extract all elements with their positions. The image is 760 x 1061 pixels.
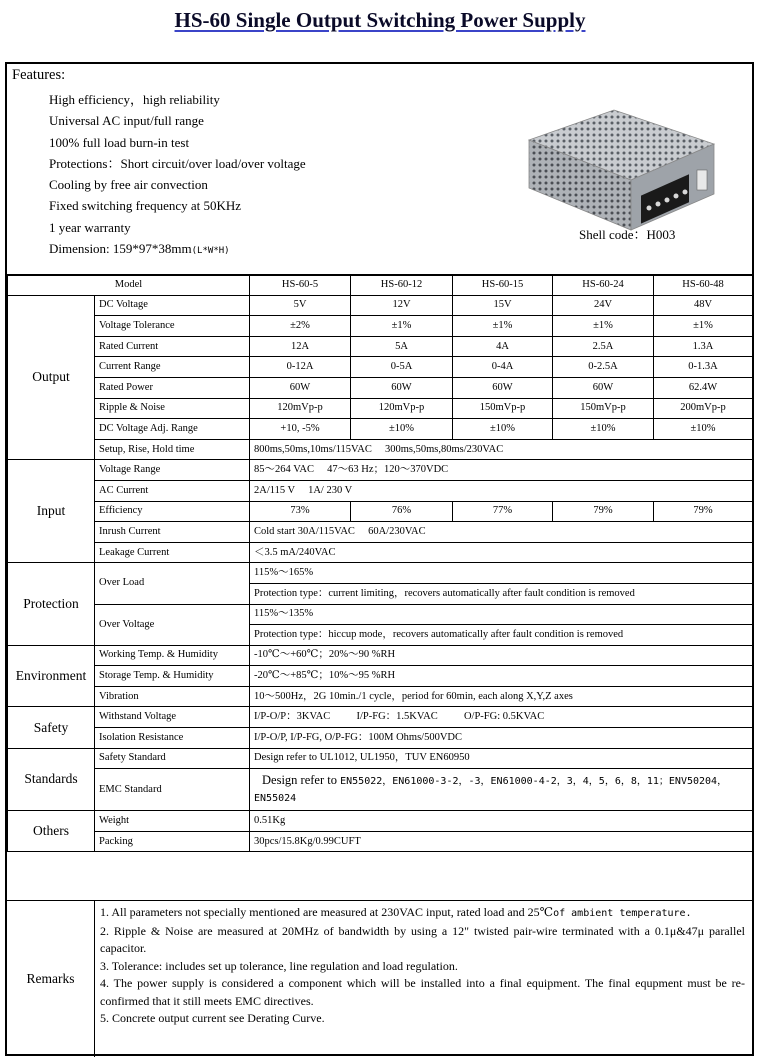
table-cell: 60W xyxy=(553,377,654,398)
table-cell: 73% xyxy=(250,501,351,522)
row-label: Isolation Resistance xyxy=(95,728,250,749)
table-row xyxy=(8,769,753,811)
table-cell: 62.4W xyxy=(654,377,753,398)
table-cell: 115%～165% xyxy=(250,563,753,584)
row-label: Over Load xyxy=(95,563,250,604)
table-cell: ±1% xyxy=(654,316,753,337)
table-cell: 150mVp-p xyxy=(553,398,654,419)
table-row xyxy=(8,295,753,316)
row-label: Leakage Current xyxy=(95,542,250,563)
row-label: Voltage Range xyxy=(95,460,250,481)
table-cell: ±10% xyxy=(453,419,553,440)
table-cell: 0-5A xyxy=(351,357,453,378)
feature-item: Fixed switching frequency at 50KHz xyxy=(49,198,242,214)
table-cell: ±1% xyxy=(453,316,553,337)
model-cell: HS-60-24 xyxy=(553,275,654,296)
table-row-model xyxy=(8,275,753,296)
row-label: Inrush Current xyxy=(95,522,250,543)
table-row xyxy=(8,666,753,687)
table-cell: Protection type：hiccup mode，recovers automatically after fault condition is removed xyxy=(250,625,753,646)
table-row xyxy=(8,357,753,378)
group-label-others: Others xyxy=(8,811,95,852)
features-heading: Features: xyxy=(12,67,66,83)
table-row xyxy=(8,542,753,563)
row-label: Voltage Tolerance xyxy=(95,316,250,337)
table-cell: 5V xyxy=(250,295,351,316)
table-cell: ±1% xyxy=(553,316,654,337)
feature-item: High efficiency，high reliability xyxy=(49,92,220,107)
table-cell: 30pcs/15.8Kg/0.99CUFT xyxy=(250,831,753,852)
table-cell: ±2% xyxy=(250,316,351,337)
row-label: DC Voltage xyxy=(95,295,250,316)
table-cell: Protection type：current limiting，recovers automatically after fault condition is removed xyxy=(250,583,753,604)
row-label: Storage Temp. & Humidity xyxy=(95,666,250,687)
table-cell: 12A xyxy=(250,336,351,357)
row-label: Withstand Voltage xyxy=(95,707,250,728)
table-cell: -10℃～+60℃；20%～90 %RH xyxy=(250,645,753,666)
table-cell: 85～264 VAC 47～63 Hz；120～370VDC xyxy=(250,460,753,481)
group-label-protection: Protection xyxy=(8,563,95,645)
row-label: Rated Current xyxy=(95,336,250,357)
row-label: Ripple & Noise xyxy=(95,398,250,419)
row-label: Safety Standard xyxy=(95,748,250,769)
spec-sheet xyxy=(5,62,754,1056)
table-cell: 76% xyxy=(351,501,453,522)
table-cell: 1.3A xyxy=(654,336,753,357)
table-cell: ±1% xyxy=(351,316,453,337)
model-cell: HS-60-48 xyxy=(654,275,753,296)
table-cell: 24V xyxy=(553,295,654,316)
feature-item: 100% full load burn-in test xyxy=(49,134,190,150)
table-cell: Design refer to EN55022，EN61000-3-2，-3，EN61000-4-2，3，4，5，6，8，11；ENV50204，EN55024 xyxy=(250,769,753,811)
table-row xyxy=(8,686,753,707)
row-label: Efficiency xyxy=(95,501,250,522)
table-cell: ＜3.5 mA/240VAC xyxy=(250,542,753,563)
model-cell: HS-60-12 xyxy=(351,275,453,296)
table-cell: 5A xyxy=(351,336,453,357)
remark-item: 5. Concrete output current see Derating Curve. xyxy=(100,1011,325,1025)
table-cell: 0-2.5A xyxy=(553,357,654,378)
group-label-input: Input xyxy=(8,460,95,563)
table-row xyxy=(8,522,753,543)
spec-table xyxy=(7,274,753,852)
table-cell: 60W xyxy=(453,377,553,398)
table-row xyxy=(8,439,753,460)
table-cell: 0-1.3A xyxy=(654,357,753,378)
model-label: Model xyxy=(8,275,250,296)
features-list xyxy=(49,89,306,259)
model-cell: HS-60-15 xyxy=(453,275,553,296)
table-cell: -20℃～+85℃；10%～95 %RH xyxy=(250,666,753,687)
remarks-text xyxy=(100,904,745,1028)
table-cell: ±10% xyxy=(654,419,753,440)
table-row xyxy=(8,501,753,522)
features-section xyxy=(7,64,752,276)
feature-item: Protections：Short circuit/over load/over voltage xyxy=(49,155,306,171)
row-label: Vibration xyxy=(95,686,250,707)
table-cell: 4A xyxy=(453,336,553,357)
row-label: Over Voltage xyxy=(95,604,250,645)
table-cell: I/P-O/P：3KVAC I/P-FG：1.5KVAC O/P-FG: 0.5KVAC xyxy=(250,707,753,728)
group-label-output: Output xyxy=(8,295,95,460)
row-label: DC Voltage Adj. Range xyxy=(95,419,250,440)
table-row xyxy=(8,377,753,398)
feature-item: Cooling by free air convection xyxy=(49,177,208,193)
row-label: Packing xyxy=(95,831,250,852)
row-label: Weight xyxy=(95,811,250,832)
feature-item: Universal AC input/full range xyxy=(49,113,204,129)
group-label-environment: Environment xyxy=(8,645,95,707)
table-cell: ±10% xyxy=(553,419,654,440)
table-cell: 120mVp-p xyxy=(351,398,453,419)
table-cell: 77% xyxy=(453,501,553,522)
table-cell: 79% xyxy=(654,501,753,522)
table-cell: 115%～135% xyxy=(250,604,753,625)
feature-dimension: Dimension: 159*97*38mm(L*W*H) xyxy=(49,241,230,257)
row-label: Working Temp. & Humidity xyxy=(95,645,250,666)
table-cell: I/P-O/P, I/P-FG, O/P-FG：100M Ohms/500VDC xyxy=(250,728,753,749)
table-cell: +10, -5% xyxy=(250,419,351,440)
remark-item: 4. The power supply is considered a component which will be installed into a final equipment. The final equpment must be re-confirmed that it still meets EMC directives. xyxy=(100,976,745,1008)
remark-item: 2. Ripple & Noise are measured at 20MHz of bandwidth by using a 12" twisted pair-wire terminated with a 0.1μ&47μ parallel capacitor. xyxy=(100,923,745,955)
page-title: HS-60 Single Output Switching Power Supply xyxy=(174,8,586,32)
table-cell: 48V xyxy=(654,295,753,316)
table-row xyxy=(8,707,753,728)
row-label: AC Current xyxy=(95,480,250,501)
remark-item: 3. Tolerance: includes set up tolerance, line regulation and load regulation. xyxy=(100,958,458,973)
table-row xyxy=(8,460,753,481)
model-cell: HS-60-5 xyxy=(250,275,351,296)
row-label: Setup, Rise, Hold time xyxy=(95,439,250,460)
table-cell: 12V xyxy=(351,295,453,316)
table-row xyxy=(8,336,753,357)
feature-item: 1 year warranty xyxy=(49,219,131,235)
group-label-standards: Standards xyxy=(8,748,95,811)
shell-code: Shell code：H003 xyxy=(579,227,676,242)
table-row xyxy=(8,811,753,832)
table-cell: 10～500Hz，2G 10min./1 cycle，period for 60min, each along X,Y,Z axes xyxy=(250,686,753,707)
table-cell: 2.5A xyxy=(553,336,654,357)
table-cell: 0.51Kg xyxy=(250,811,753,832)
table-cell: 60W xyxy=(250,377,351,398)
table-cell: 150mVp-p xyxy=(453,398,553,419)
table-row xyxy=(8,563,753,584)
table-row xyxy=(8,831,753,852)
row-label: EMC Standard xyxy=(95,769,250,811)
table-cell: 60W xyxy=(351,377,453,398)
table-cell: Design refer to UL1012, UL1950，TUV EN60950 xyxy=(250,748,753,769)
row-label: Rated Power xyxy=(95,377,250,398)
table-cell: 2A/115 V 1A/ 230 V xyxy=(250,480,753,501)
table-row xyxy=(8,398,753,419)
table-row xyxy=(8,419,753,440)
remarks-label: Remarks xyxy=(7,901,95,1057)
table-row xyxy=(8,604,753,625)
table-cell: 800ms,50ms,10ms/115VAC 300ms,50ms,80ms/230VAC xyxy=(250,439,753,460)
table-cell: 0-4A xyxy=(453,357,553,378)
table-cell: ±10% xyxy=(351,419,453,440)
group-label-safety: Safety xyxy=(8,707,95,748)
table-row xyxy=(8,645,753,666)
table-row xyxy=(8,728,753,749)
table-cell: 200mVp-p xyxy=(654,398,753,419)
row-label: Current Range xyxy=(95,357,250,378)
table-cell: 120mVp-p xyxy=(250,398,351,419)
table-cell: 0-12A xyxy=(250,357,351,378)
remarks-section xyxy=(7,900,752,1057)
table-cell: 15V xyxy=(453,295,553,316)
table-row xyxy=(8,748,753,769)
table-cell: Cold start 30A/115VAC 60A/230VAC xyxy=(250,522,753,543)
remark-item: 1. All parameters not specially mentioned are measured at 230VAC input, rated load and 25℃of ambient temperature. xyxy=(100,905,692,919)
table-cell: 79% xyxy=(553,501,654,522)
table-row xyxy=(8,480,753,501)
power-supply-image xyxy=(519,102,719,242)
table-row xyxy=(8,316,753,337)
